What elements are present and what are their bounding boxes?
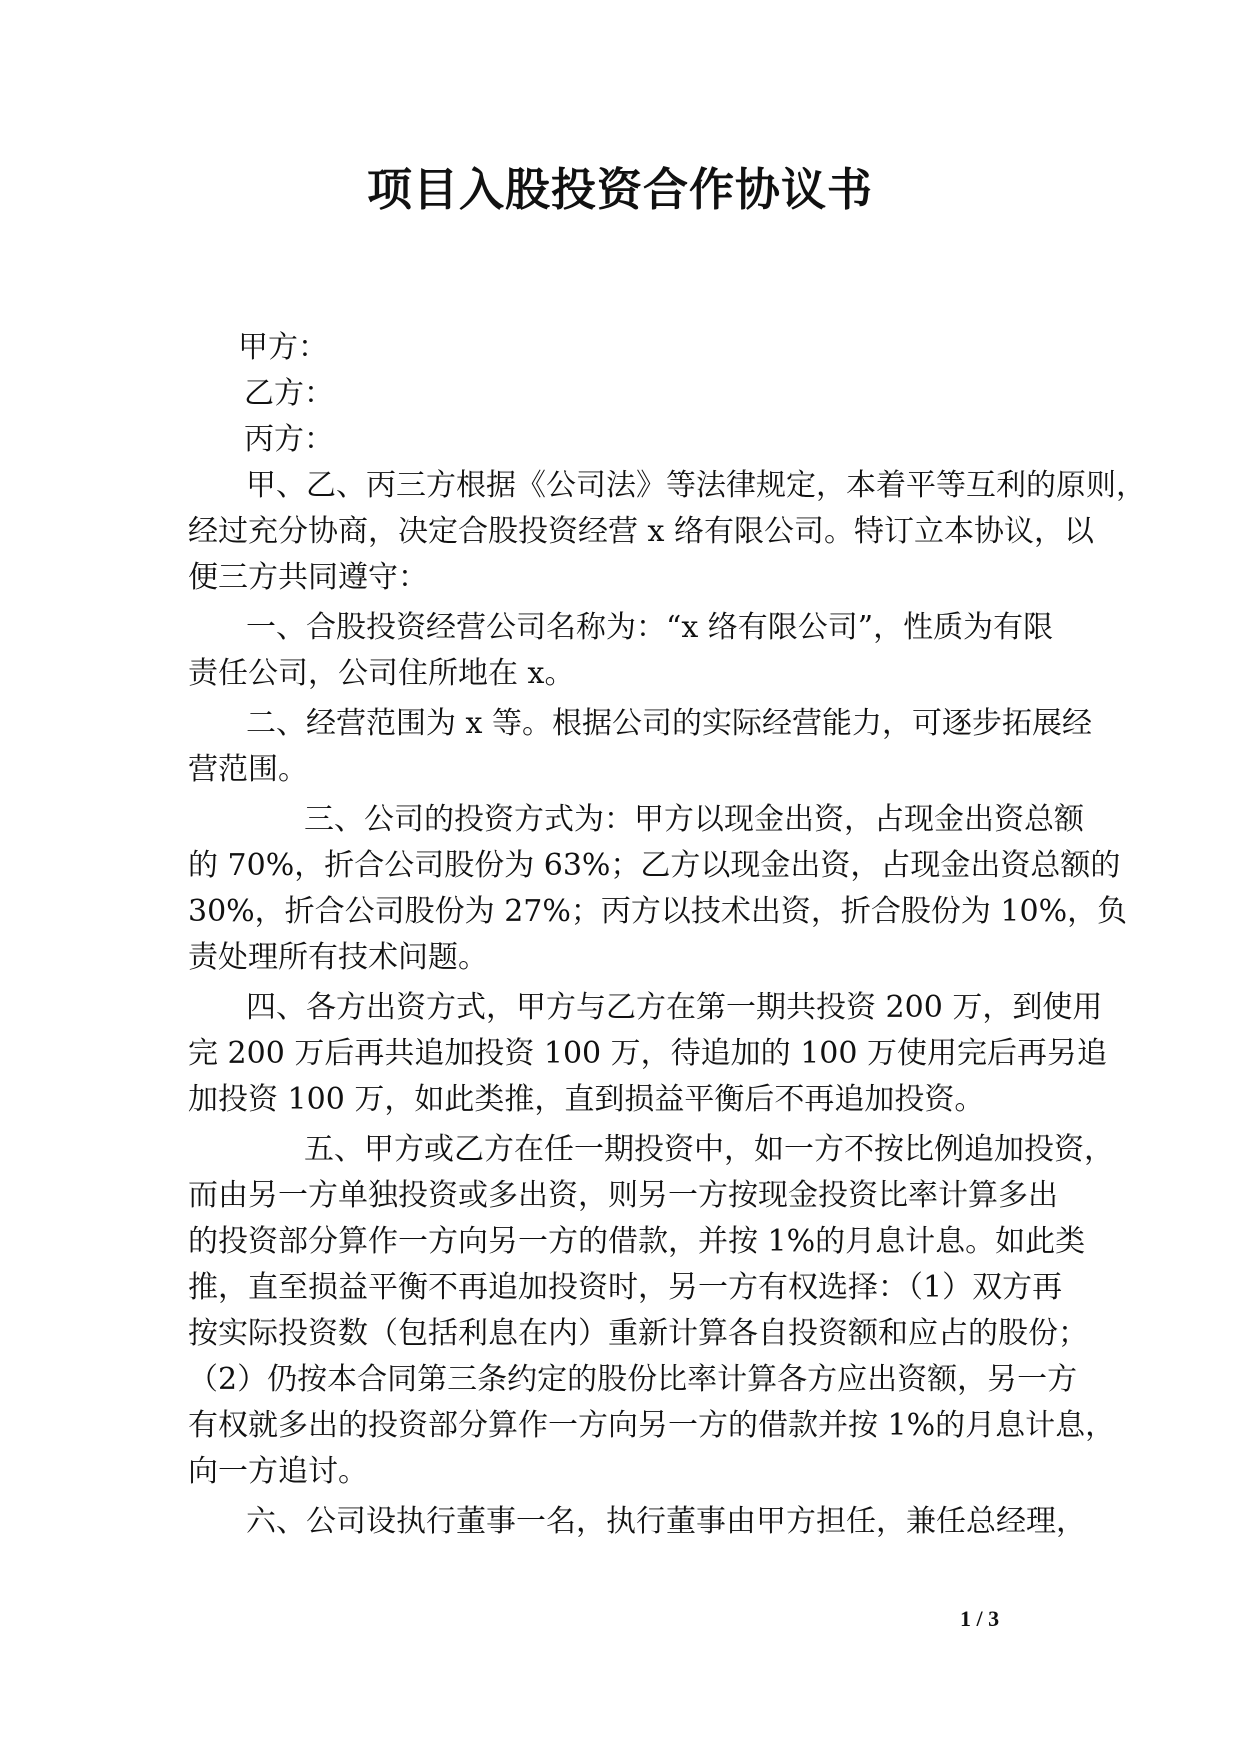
body-line: 便三方共同遵守：: [188, 560, 428, 595]
body-line: 五、甲方或乙方在任一期投资中，如一方不按比例追加投资，: [304, 1132, 1114, 1167]
body-line: 甲、乙、丙三方根据《公司法》等法律规定，本着平等互利的原则，: [246, 468, 1146, 503]
body-line: 完 200 万后再共追加投资 100 万，待追加的 100 万使用完后再另追: [188, 1036, 1107, 1071]
body-line: 经过充分协商，决定合股投资经营 x 络有限公司。特订立本协议，以: [188, 514, 1094, 549]
party-c-label: 丙方：: [244, 422, 334, 457]
body-line: 四、各方出资方式，甲方与乙方在第一期共投资 200 万，到使用: [246, 990, 1103, 1025]
body-line: 有权就多出的投资部分算作一方向另一方的借款并按 1%的月息计息，: [188, 1408, 1116, 1443]
body-line: 责任公司，公司住所地在 x。: [188, 656, 575, 691]
body-line: 按实际投资数（包括利息在内）重新计算各自投资额和应占的股份；: [188, 1316, 1088, 1351]
page-number: 1 / 3: [960, 1606, 1000, 1631]
party-a-label: 甲方：: [238, 330, 328, 365]
body-line: 三、公司的投资方式为：甲方以现金出资，占现金出资总额: [304, 802, 1084, 837]
body-line: 一、合股投资经营公司名称为：“x 络有限公司”，性质为有限: [246, 610, 1054, 645]
body-line: 责处理所有技术问题。: [188, 940, 488, 975]
body-line: 的 70%，折合公司股份为 63%；乙方以现金出资，占现金出资总额的: [188, 848, 1121, 883]
document-title: 项目入股投资合作协议书: [366, 163, 873, 216]
party-b-label: 乙方：: [244, 376, 334, 411]
body-line: （2）仍按本合同第三条约定的股份比率计算各方应出资额，另一方: [188, 1362, 1078, 1397]
body-line: 营范围。: [188, 752, 308, 787]
body-line: 而由另一方单独投资或多出资，则另一方按现金投资比率计算多出: [188, 1178, 1058, 1213]
body-line: 的投资部分算作一方向另一方的借款，并按 1%的月息计息。如此类: [188, 1224, 1086, 1259]
body-line: 二、经营范围为 x 等。根据公司的实际经营能力，可逐步拓展经: [246, 706, 1092, 741]
body-line: 六、公司设执行董事一名，执行董事由甲方担任，兼任总经理，: [246, 1504, 1086, 1539]
body-line: 向一方追讨。: [188, 1454, 368, 1489]
body-line: 30%，折合公司股份为 27%；丙方以技术出资，折合股份为 10%，负: [188, 894, 1128, 929]
body-line: 推，直至损益平衡不再追加投资时，另一方有权选择：（1）双方再: [188, 1270, 1063, 1305]
body-line: 加投资 100 万，如此类推，直到损益平衡后不再追加投资。: [188, 1082, 985, 1117]
